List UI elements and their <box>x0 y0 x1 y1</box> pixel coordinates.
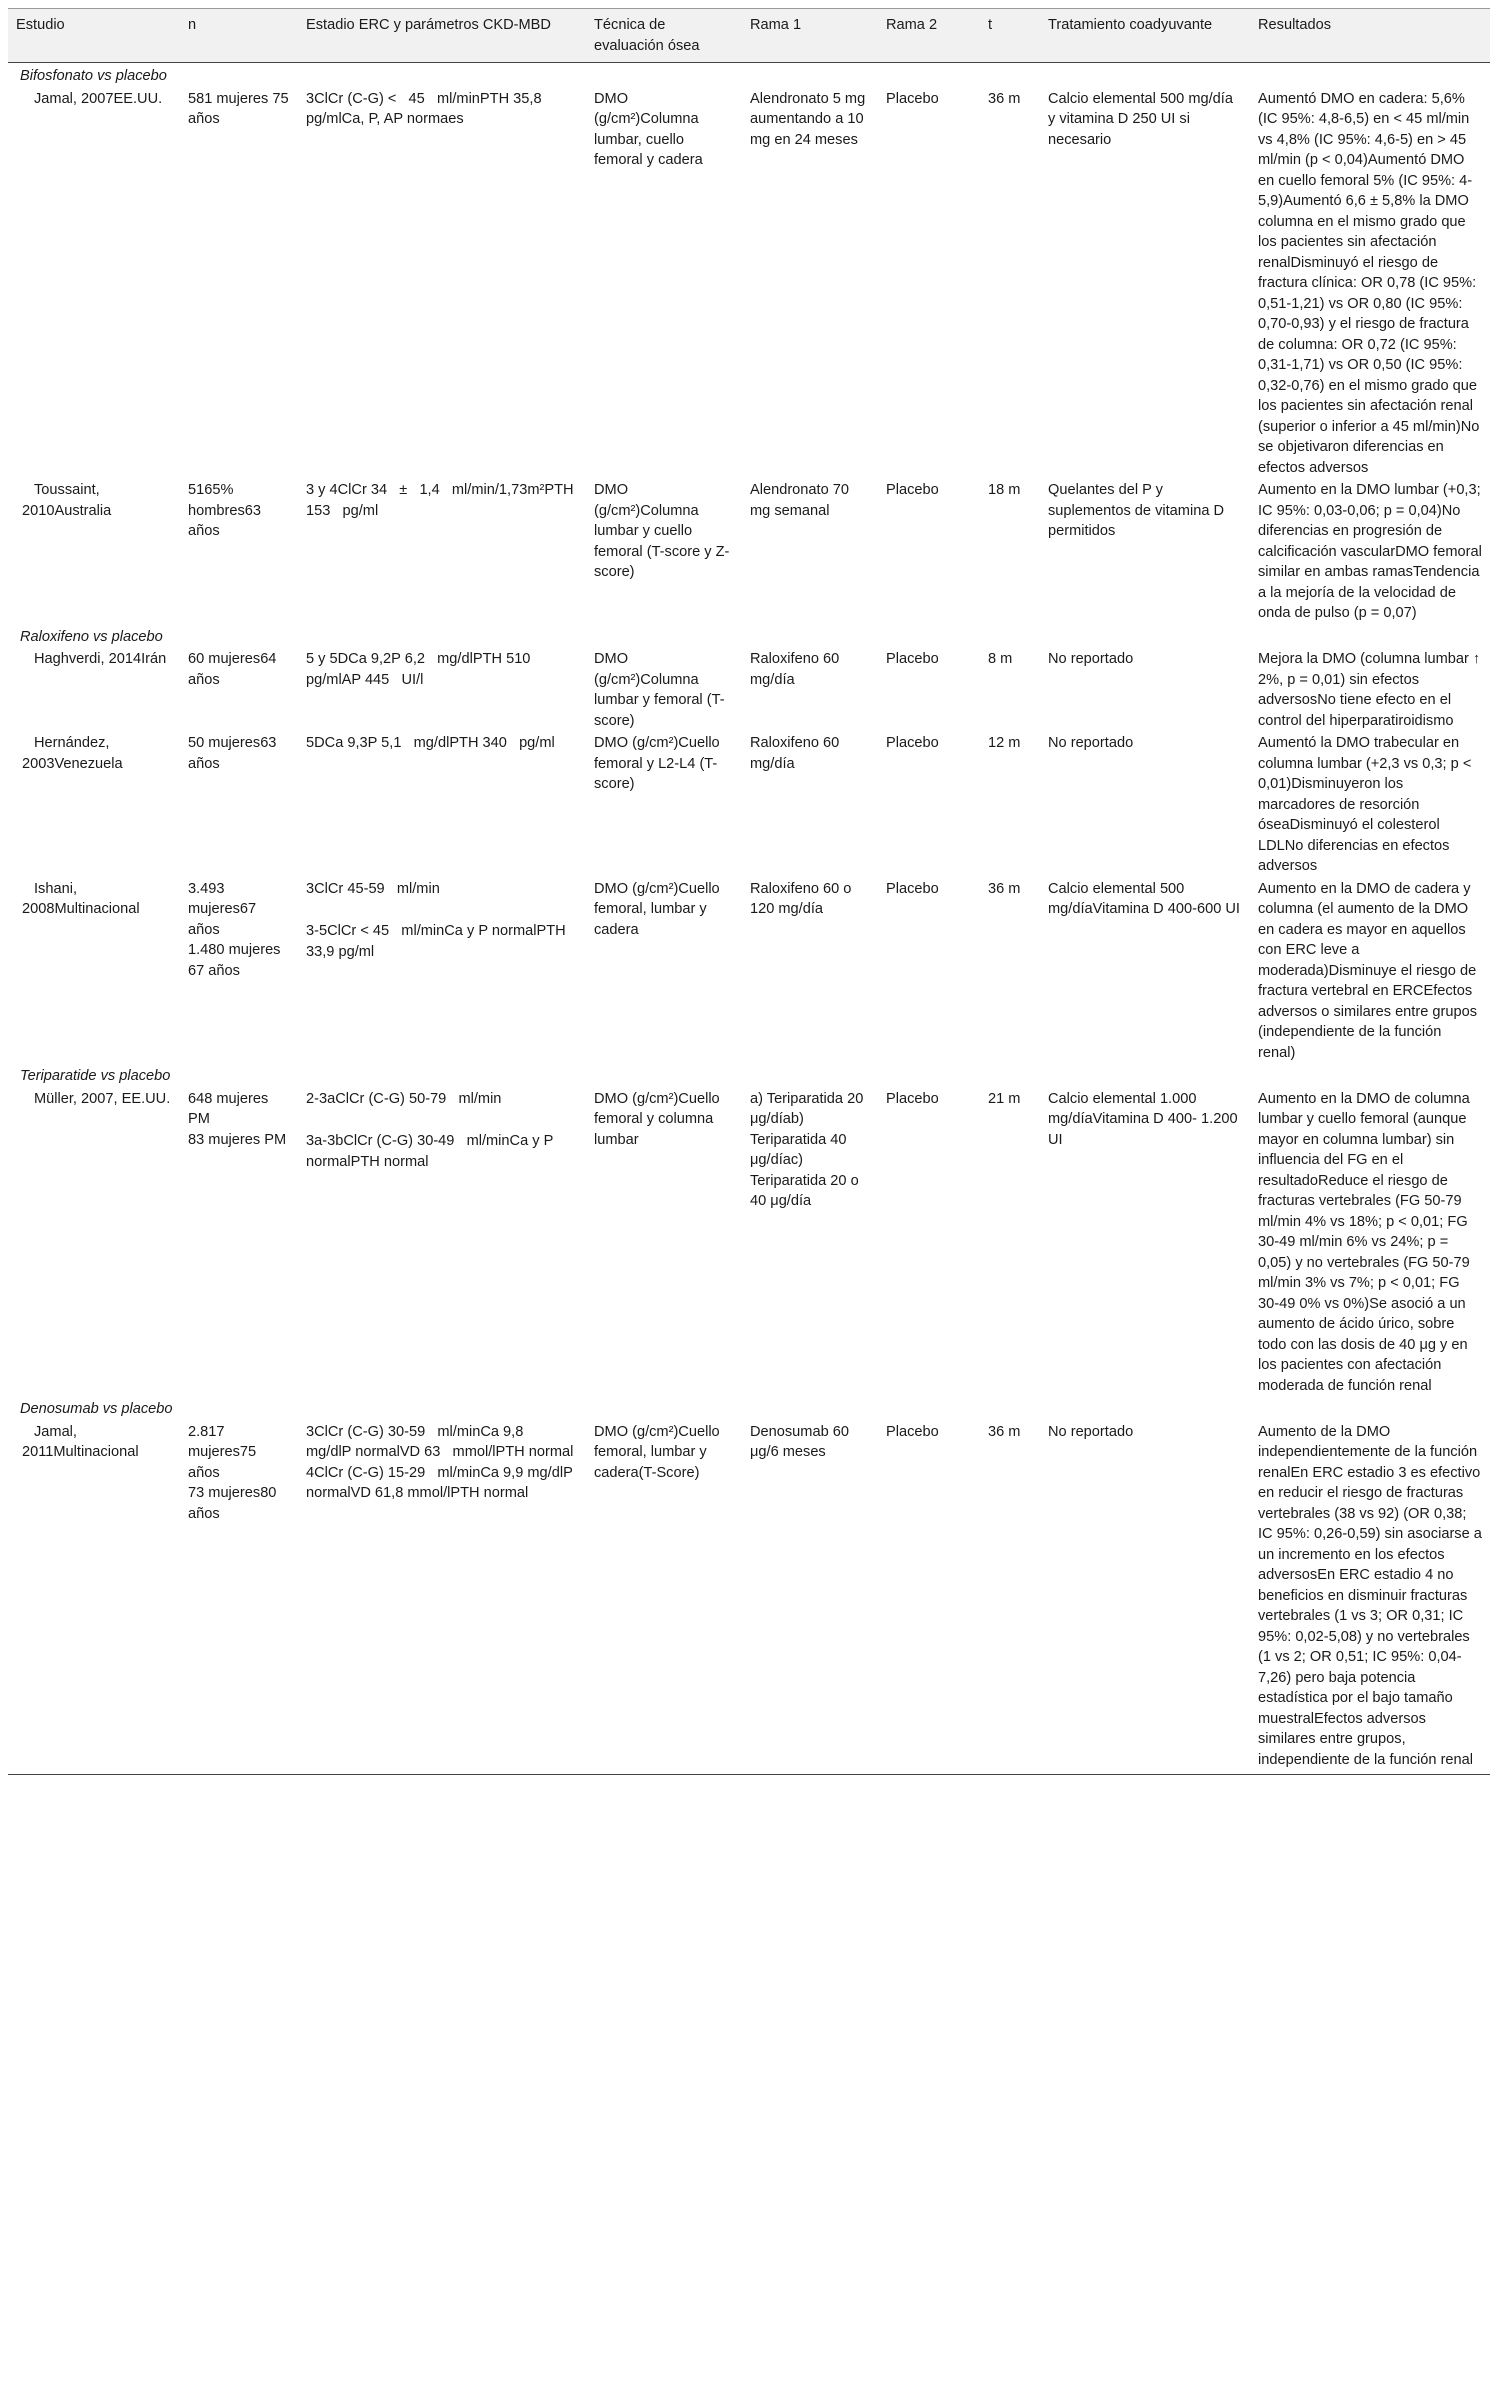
estadio-value: 3-5ClCr < 45 ml/minCa y P normalPTH 33,9 pg/ml <box>306 923 570 960</box>
cell-tecnica: DMO (g/cm²)Columna lumbar y cuello femoral (T-score y Z-score) <box>594 482 730 580</box>
cell-rama2: Placebo <box>886 735 939 751</box>
header-cell: Tratamiento coadyuvante <box>1040 9 1250 63</box>
estadio-value: 5DCa 9,3P 5,1 mg/dlPTH 340 pg/ml <box>306 735 555 751</box>
cell-tratamiento: No reportado <box>1048 735 1134 751</box>
n-value: 73 mujeres80 años <box>188 1485 281 1522</box>
spacer <box>306 899 578 921</box>
table-row <box>8 1087 1490 1397</box>
cell-t: 8 m <box>988 651 1013 667</box>
cell-rama2: Placebo <box>886 90 939 107</box>
group-row <box>8 63 1490 87</box>
cell-n <box>180 1087 298 1397</box>
cell-tratamiento: No reportado <box>1048 651 1134 667</box>
table-row <box>8 647 1490 731</box>
group-title: Teriparatide vs placebo <box>20 1068 171 1084</box>
cell-resultados: Aumentó DMO en cadera: 5,6% (IC 95%: 4,8-6,5) en < 45 ml/min vs 4,8% (IC 95%: 4,6-5) en > 45 ml/min (p < 0,04)Aumentó DMO en cuello femoral 5% (IC 95%: 4-5,9)Aumentó 6,6 ± 5,8% la DMO columna en el mismo grado que los pacientes sin afectación renalDisminuyó el riesgo de fractura clínica: OR 0,78 (IC 95%: 0,51-1,21) vs OR 0,80 (IC 95%: 0,70-0,93) y el riesgo de fractura de columna: OR 0,72 (IC 95%: 0,31-1,71) vs OR 0,50 (IC 95%: 0,32-0,76) en el mismo grado que los pacientes sin afectación renal (superior o inferior a 45 ml/min)No se objetivaron diferencias en efectos adversos <box>1258 90 1480 476</box>
cell-rama1: Raloxifeno 60 mg/día <box>750 735 840 772</box>
cell-resultados: Aumento en la DMO de columna lumbar y cuello femoral (aunque mayor en columna lumbar) sin influencia del FG en el resultadoReduce el riesgo de fracturas vertebrales (FG 50-79 ml/min 4% vs 18%; p < 0,01; FG 30-49 ml/min 6% vs 24%; p = 0,05) y no vertebrales (FG 50-79 ml/min 3% vs 7%; p < 0,01; FG 30-49 0% vs 0%)Se asoció a un aumento de ácido úrico, sobre todo con las dosis de 40 μg y en los pacientes con afectación moderada de función renal <box>1258 1090 1470 1394</box>
header-cell: Técnica de evaluación ósea <box>586 9 742 63</box>
cell-rama1: Alendronato 5 mg aumentando a 10 mg en 24 meses <box>750 90 866 148</box>
cell-n <box>180 877 298 1064</box>
cell-n <box>180 478 298 624</box>
cell-n <box>180 87 298 479</box>
table-row <box>8 731 1490 877</box>
cell-estadio <box>298 647 586 731</box>
table-row <box>8 1420 1490 1775</box>
estadio-value: 4ClCr (C-G) 15-29 ml/minCa 9,9 mg/dlP normalVD 61,8 mmol/lPTH normal <box>306 1464 577 1501</box>
n-value: 648 mujeres PM <box>188 1090 273 1127</box>
cell-tratamiento: Calcio elemental 500 mg/día y vitamina D 250 UI si necesario <box>1048 90 1233 148</box>
header-cell: n <box>180 9 298 63</box>
table-row <box>8 87 1490 479</box>
table-row <box>8 478 1490 624</box>
cell-tecnica: DMO (g/cm²)Cuello femoral y L2-L4 (T-score) <box>594 735 720 792</box>
cell-n <box>180 647 298 731</box>
cell-t: 12 m <box>988 735 1021 751</box>
cell-rama1: Raloxifeno 60 o 120 mg/día <box>750 880 852 917</box>
header-cell: Resultados <box>1250 9 1490 63</box>
header-cell: Estadio ERC y parámetros CKD-MBD <box>298 9 586 63</box>
cell-estudio: Ishani, 2008Multinacional <box>22 880 140 917</box>
n-value: 5165% hombres63 años <box>188 482 266 539</box>
n-value: 1.480 mujeres 67 años <box>188 942 285 979</box>
header-cell: t <box>980 9 1040 63</box>
cell-estadio <box>298 731 586 877</box>
cell-estudio: Toussaint, 2010Australia <box>22 482 112 519</box>
group-row <box>8 1063 1490 1087</box>
cell-rama2: Placebo <box>878 1420 980 1775</box>
cell-estadio <box>298 877 586 1064</box>
cell-resultados: Aumentó la DMO trabecular en columna lumbar (+2,3 vs 0,3; p < 0,01)Disminuyeron los marcadores de resorción óseaDisminuyó el colesterol LDLNo diferencias en efectos adversos <box>1258 735 1472 874</box>
cell-rama1: Denosumab 60 μg/6 meses <box>742 1420 878 1775</box>
estadio-value: 3ClCr (C-G) < 45 ml/minPTH 35,8 pg/mlCa, P, AP normaes <box>306 90 554 127</box>
n-value: 2.817 mujeres75 años <box>188 1423 261 1481</box>
cell-n <box>180 731 298 877</box>
cell-tecnica: DMO (g/cm²)Cuello femoral y columna lumbar <box>594 1090 720 1148</box>
cell-rama2: Placebo <box>886 880 939 897</box>
cell-tratamiento: Calcio elemental 1.000 mg/díaVitamina D 400- 1.200 UI <box>1048 1090 1238 1148</box>
cell-estadio <box>298 1420 586 1775</box>
cell-estadio <box>298 87 586 479</box>
cell-rama1: Raloxifeno 60 mg/día <box>750 651 840 688</box>
cell-rama1: a) Teriparatida 20 μg/díab) Teriparatida 40 μg/díac) Teriparatida 20 o 40 μg/día <box>750 1090 864 1209</box>
estadio-value: 3 y 4ClCr 34 ± 1,4 ml/min/1,73m²PTH 153 pg/ml <box>306 482 578 519</box>
cell-estudio: Jamal, 2011Multinacional <box>8 1420 180 1775</box>
cell-tratamiento: Quelantes del P y suplementos de vitamina D permitidos <box>1048 482 1225 539</box>
cell-tecnica: DMO (g/cm²)Cuello femoral, lumbar y cadera <box>594 880 720 938</box>
group-title: Bifosfonato vs placebo <box>20 68 167 84</box>
cell-tratamiento: Calcio elemental 500 mg/díaVitamina D 400-600 UI <box>1048 880 1240 917</box>
header-cell: Rama 1 <box>742 9 878 63</box>
n-value: 581 mujeres 75 años <box>188 90 293 127</box>
cell-estadio <box>298 478 586 624</box>
cell-t: 36 m <box>988 90 1021 107</box>
group-row <box>8 624 1490 648</box>
estadio-value: 5 y 5DCa 9,2P 6,2 mg/dlPTH 510 pg/mlAP 445 UI/l <box>306 651 543 688</box>
cell-rama1: Alendronato 70 mg semanal <box>750 482 849 519</box>
cell-estudio: Haghverdi, 2014Irán <box>34 651 167 667</box>
n-value: 50 mujeres63 años <box>188 735 281 772</box>
estadio-value: 3a-3bClCr (C-G) 30-49 ml/minCa y P normalPTH normal <box>306 1133 558 1170</box>
cell-rama2: Placebo <box>886 482 939 498</box>
cell-tecnica: DMO (g/cm²)Cuello femoral, lumbar y cadera(T-Score) <box>586 1420 742 1775</box>
header-cell: Rama 2 <box>878 9 980 63</box>
cell-t: 36 m <box>980 1420 1040 1775</box>
table-row <box>8 877 1490 1064</box>
header-cell: Estudio <box>8 9 180 63</box>
n-value: 60 mujeres64 años <box>188 651 281 688</box>
cell-estudio: Jamal, 2007EE.UU. <box>34 90 163 107</box>
cell-tratamiento: No reportado <box>1040 1420 1250 1775</box>
header-row <box>8 9 1490 63</box>
spacer <box>306 1109 578 1131</box>
cell-t: 36 m <box>988 880 1021 897</box>
cell-tecnica: DMO (g/cm²)Columna lumbar y femoral (T-score) <box>594 651 725 729</box>
cell-estadio <box>298 1087 586 1397</box>
cell-resultados: Aumento en la DMO de cadera y columna (el aumento de la DMO en cadera es mayor en aquellos con ERC leve a moderada)Disminuye el riesgo de fractura vertebral en ERCEfectos adversos o similares entre grupos (independiente de la función renal) <box>1258 880 1478 1061</box>
group-row <box>8 1396 1490 1420</box>
estadio-value: 3ClCr (C-G) 30-59 ml/minCa 9,8 mg/dlP normalVD 63 mmol/lPTH normal <box>306 1423 574 1460</box>
cell-n <box>180 1420 298 1775</box>
group-title: Denosumab vs placebo <box>20 1401 173 1417</box>
cell-estudio: Müller, 2007, EE.UU. <box>34 1090 171 1107</box>
cell-estudio: Hernández, 2003Venezuela <box>22 735 123 772</box>
studies-table <box>8 8 1490 1775</box>
cell-resultados: Aumento en la DMO lumbar (+0,3; IC 95%: 0,03-0,06; p = 0,04)No diferencias en progresión de calcificación vascularDMO femoral similar en ambas ramasTendencia a la mejoría de la velocidad de onda de pulso (p = 0,07) <box>1258 482 1482 621</box>
cell-tecnica: DMO (g/cm²)Columna lumbar, cuello femoral y cadera <box>594 90 703 168</box>
estadio-value: 3ClCr 45-59 ml/min <box>306 880 440 897</box>
cell-t: 21 m <box>988 1090 1021 1107</box>
estadio-value: 2-3aClCr (C-G) 50-79 ml/min <box>306 1090 502 1107</box>
cell-t: 18 m <box>988 482 1021 498</box>
n-value: 3.493 mujeres67 años <box>188 880 261 938</box>
cell-rama2: Placebo <box>886 651 939 667</box>
group-title: Raloxifeno vs placebo <box>20 628 163 645</box>
n-value: 83 mujeres PM <box>188 1131 287 1148</box>
cell-rama2: Placebo <box>886 1090 939 1107</box>
cell-resultados: Aumento de la DMO independientemente de la función renalEn ERC estadio 3 es efectivo en reducir el riesgo de fracturas vertebrales (38 vs 92) (OR 0,38; IC 95%: 0,26-0,59) sin asociarse a un incremento en los efectos adversosEn ERC estadio 4 no beneficios en disminuir fracturas vertebrales (1 vs 3; OR 0,31; IC 95%: 0,02-5,08) y no vertebrales (1 vs 2; OR 0,51; IC 95%: 0,04-7,26) pero baja potencia estadística por el bajo tamaño muestralEfectos adversos similares entre grupos, independiente de la función renal <box>1250 1420 1490 1775</box>
cell-resultados: Mejora la DMO (columna lumbar ↑ 2%, p = 0,01) sin efectos adversosNo tiene efecto en el control del hiperparatiroidismo <box>1258 651 1481 729</box>
